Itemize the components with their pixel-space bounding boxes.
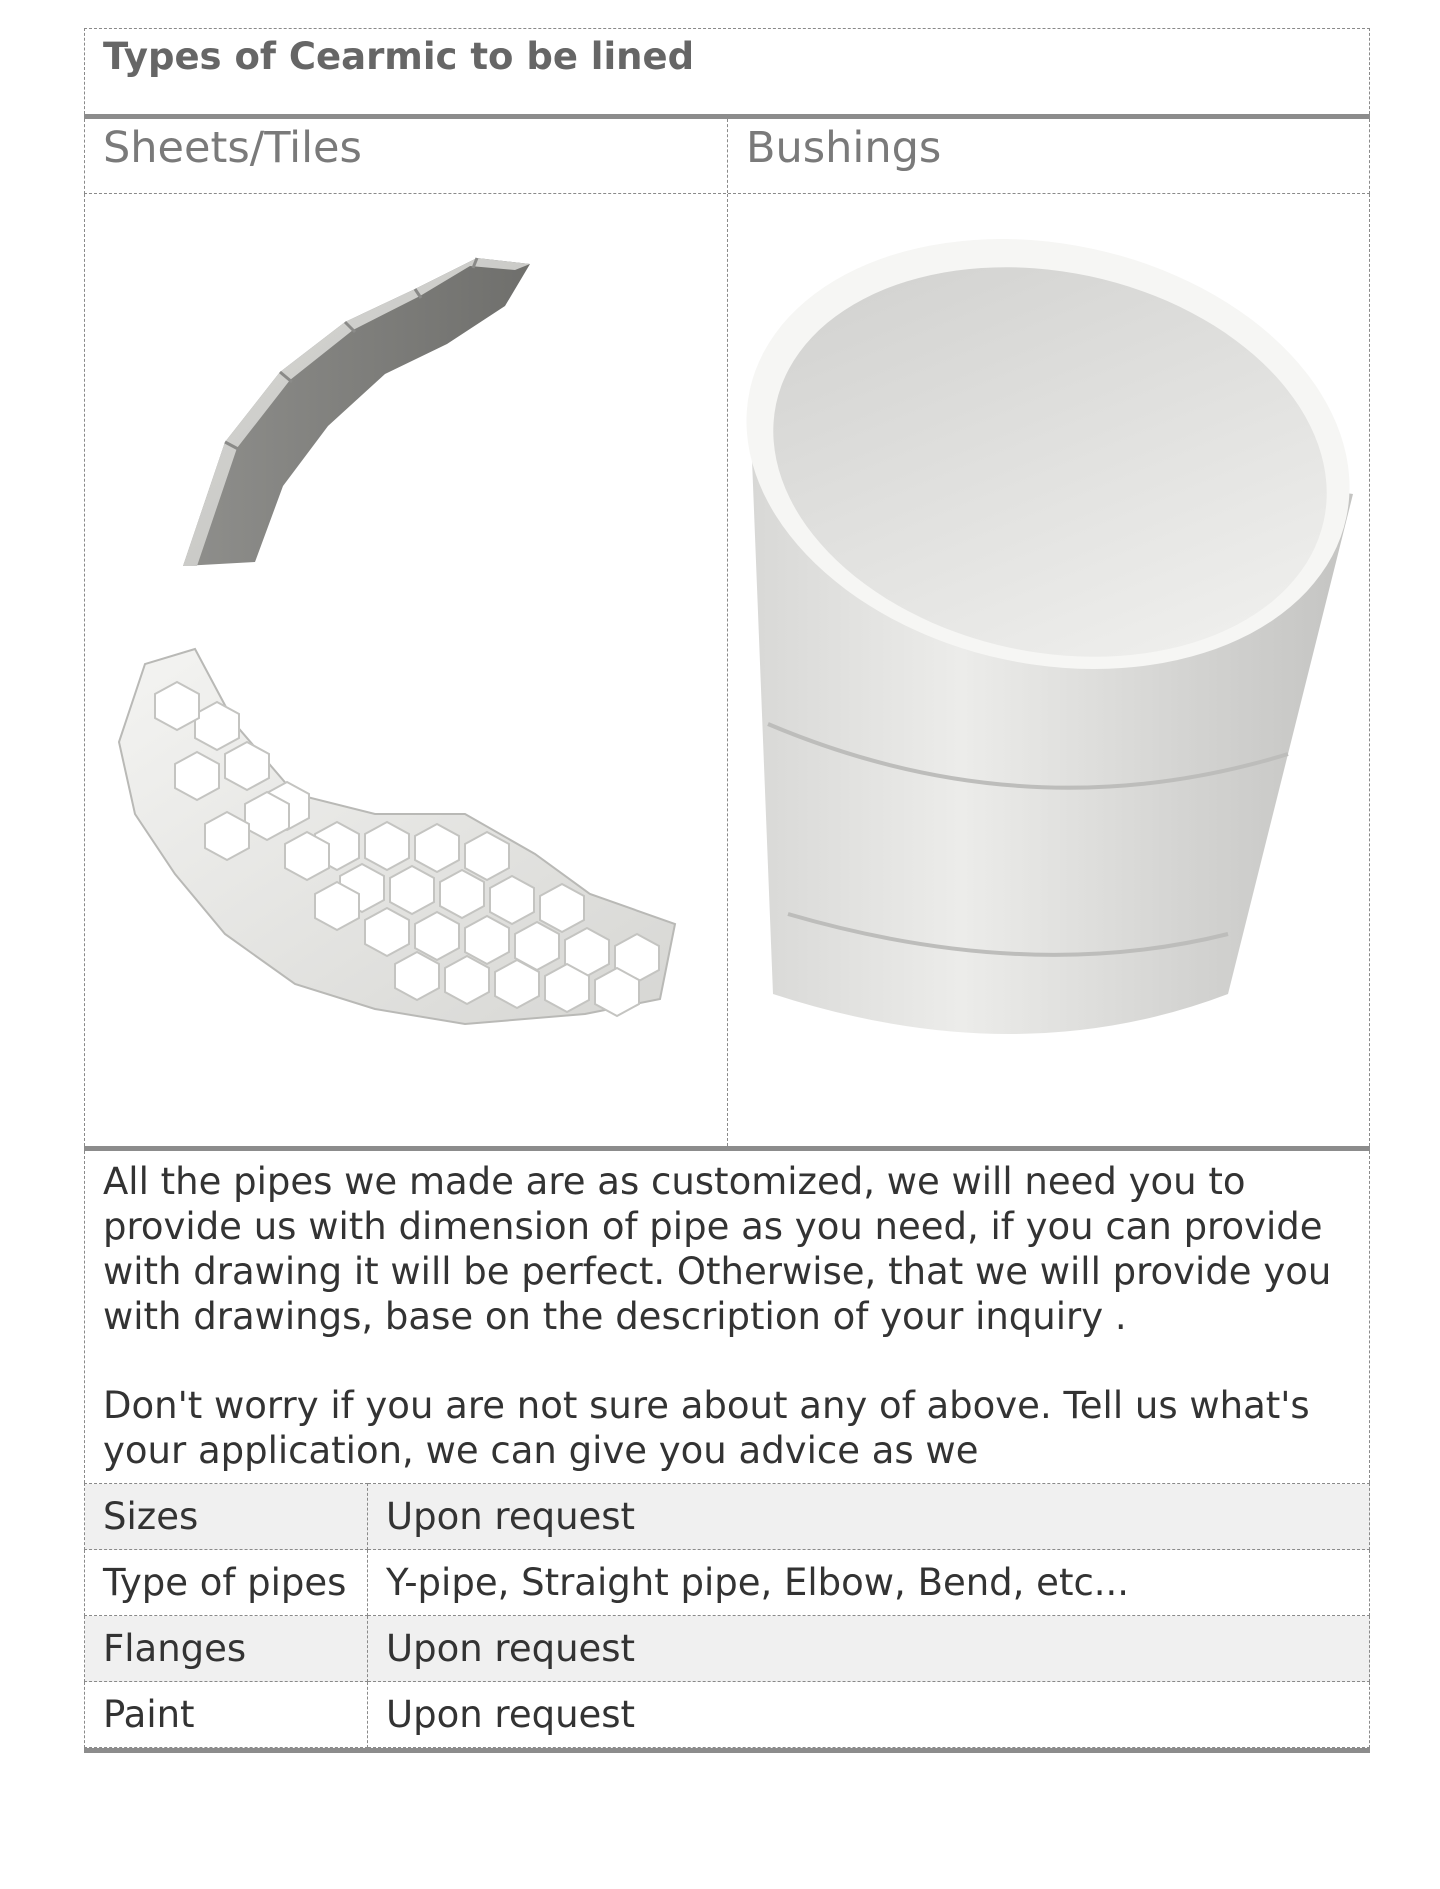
spec-label: Flanges <box>85 1616 368 1682</box>
spec-value: Upon request <box>368 1616 1370 1682</box>
description-paragraph-2: Don't worry if you are not sure about any of above. Tell us what's your application, we can give you advice as we <box>103 1384 1310 1472</box>
bushing-image-cell <box>728 194 1369 1146</box>
ceramic-bushing-photo-icon <box>728 194 1369 1146</box>
table-row <box>85 1550 1370 1616</box>
sheet-title: Types of Cearmic to be lined <box>84 28 1370 114</box>
spec-label: Paint <box>85 1682 368 1748</box>
spec-value: Y-pipe, Straight pipe, Elbow, Bend, etc... <box>368 1550 1370 1616</box>
spec-label: Sizes <box>85 1484 368 1550</box>
ceramic-images-row <box>84 194 1370 1146</box>
tiles-image-cell <box>85 194 728 1146</box>
spec-value: Upon request <box>368 1682 1370 1748</box>
spec-sheet <box>84 28 1370 1753</box>
table-row <box>85 1682 1370 1748</box>
customization-description <box>84 1151 1370 1483</box>
description-paragraph-1: All the pipes we made are as customized, we will need you to provide us with dimension of pipe as you need, if you can provide with drawing it will be perfect. Otherwise, that we will provide you with drawings, base on the description of your inquiry . <box>103 1160 1332 1338</box>
spec-label: Type of pipes <box>85 1550 368 1616</box>
curved-tile-strip <box>183 258 530 566</box>
column-bushings: Bushings <box>746 123 942 173</box>
table-row <box>85 1616 1370 1682</box>
specs-table <box>84 1483 1370 1748</box>
table-row <box>85 1484 1370 1550</box>
spec-value: Upon request <box>368 1484 1370 1550</box>
table-bottom-rule <box>84 1748 1370 1753</box>
column-sheets-tiles: Sheets/Tiles <box>85 119 728 193</box>
ceramic-types-header <box>84 119 1370 194</box>
hexagon-tile-mat <box>119 649 675 1024</box>
ceramic-tiles-photo-icon <box>85 194 726 1146</box>
